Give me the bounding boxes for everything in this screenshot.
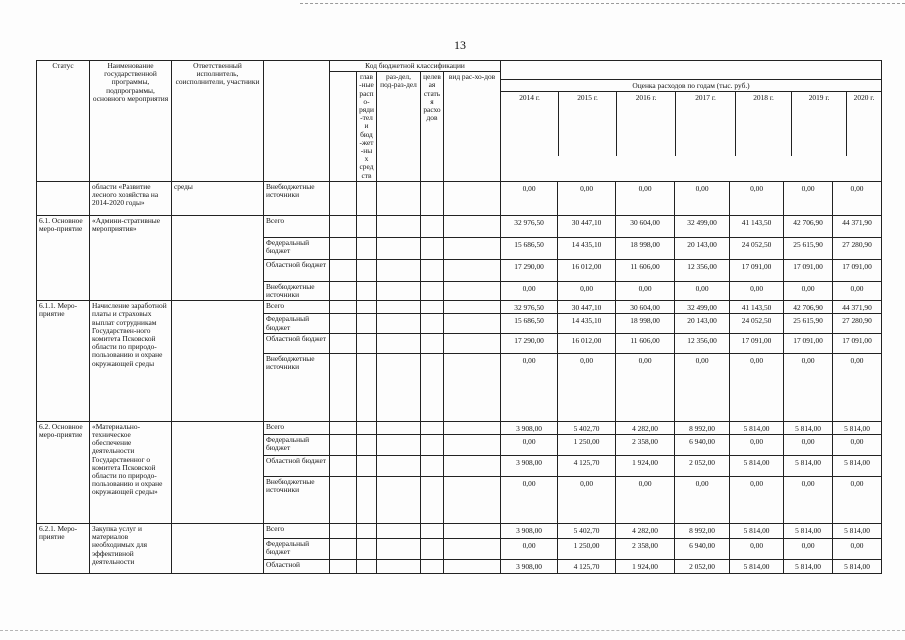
row-code-cell [377, 301, 421, 314]
row-value-2014: 3 908,00 [501, 524, 558, 539]
header-year-2020: 2020 г. [853, 93, 875, 103]
table-row [37, 524, 882, 539]
header-year-2014: 2014 г. [501, 92, 559, 156]
row-value-2016: 11 606,00 [616, 259, 675, 281]
row-source: Внебюджетные источники [264, 181, 330, 215]
row-value-2017: 0,00 [675, 281, 730, 300]
row-value-2016: 4 282,00 [616, 421, 675, 434]
row-value-2017: 20 143,00 [675, 314, 730, 333]
header-year-2016: 2016 г. [617, 92, 676, 156]
row-value-2014: 0,00 [501, 539, 558, 560]
row-value-2014: 3 908,00 [501, 456, 558, 477]
row-value-2018: 17 091,00 [730, 333, 784, 353]
row-code-cell [357, 421, 377, 434]
row-source: Областной бюджет [264, 333, 330, 353]
row-value-2018: 41 143,50 [730, 301, 784, 314]
row-value-2018: 5 814,00 [730, 524, 784, 539]
row-value-2020: 0,00 [833, 353, 882, 421]
header-status: Статус [37, 61, 90, 182]
row-code-cell [330, 281, 357, 300]
row-value-2015: 16 012,00 [558, 333, 616, 353]
row-code-cell [330, 181, 357, 215]
row-value-2019: 0,00 [784, 539, 833, 560]
row-code-cell [377, 215, 421, 237]
row-code-cell [444, 314, 501, 333]
row-name: «Админи-стративные мероприятия» [90, 215, 172, 300]
row-value-2020: 27 280,90 [833, 314, 882, 333]
row-code-cell [330, 259, 357, 281]
row-code-cell [357, 314, 377, 333]
row-code-cell [444, 333, 501, 353]
row-value-2015: 14 435,10 [558, 237, 616, 259]
row-code-cell [357, 301, 377, 314]
row-source: Областной бюджет [264, 259, 330, 281]
row-code-cell [377, 477, 421, 524]
row-code-cell [377, 333, 421, 353]
row-value-2020: 17 091,00 [833, 259, 882, 281]
row-value-2019: 17 091,00 [784, 259, 833, 281]
row-code-cell [421, 314, 444, 333]
row-code-cell [444, 477, 501, 524]
row-code-cell [357, 456, 377, 477]
row-value-2020: 5 814,00 [833, 421, 882, 434]
header-code-gap [330, 72, 357, 182]
row-value-2018: 5 814,00 [730, 560, 784, 574]
row-value-2015: 4 125,70 [558, 560, 616, 574]
row-value-2020: 17 091,00 [833, 333, 882, 353]
row-value-2017: 0,00 [675, 181, 730, 215]
row-executor [172, 524, 264, 574]
row-value-2015: 0,00 [558, 181, 616, 215]
row-code-cell [444, 181, 501, 215]
row-value-2018: 0,00 [730, 539, 784, 560]
row-value-2018: 0,00 [730, 181, 784, 215]
row-value-2020: 27 280,90 [833, 237, 882, 259]
row-code-cell [330, 524, 357, 539]
row-code-cell [421, 181, 444, 215]
row-value-2018: 24 052,50 [730, 237, 784, 259]
row-value-2020: 0,00 [833, 539, 882, 560]
row-value-2016: 0,00 [616, 477, 675, 524]
row-source: Внебюджетные источники [264, 281, 330, 300]
row-value-2016: 4 282,00 [616, 524, 675, 539]
row-code-cell [421, 560, 444, 574]
row-value-2020: 44 371,90 [833, 301, 882, 314]
row-value-2014: 17 290,00 [501, 259, 558, 281]
row-executor: среды [172, 181, 264, 215]
row-status [37, 181, 90, 215]
row-value-2016: 18 998,00 [616, 237, 675, 259]
header-row-1 [37, 61, 882, 72]
header-year-2018: 2018 г. [736, 92, 792, 156]
row-value-2014: 3 908,00 [501, 421, 558, 434]
row-value-2019: 25 615,90 [784, 314, 833, 333]
row-value-2018: 0,00 [730, 435, 784, 456]
row-value-2014: 0,00 [501, 281, 558, 300]
row-executor [172, 301, 264, 422]
row-code-cell [377, 314, 421, 333]
row-value-2014: 0,00 [501, 435, 558, 456]
row-code-cell [421, 539, 444, 560]
budget-table [36, 60, 882, 574]
row-code-cell [357, 524, 377, 539]
row-code-cell [377, 259, 421, 281]
row-source: Федеральный бюджет [264, 539, 330, 560]
row-code-cell [377, 353, 421, 421]
row-code-cell [330, 477, 357, 524]
row-value-2017: 12 356,00 [675, 259, 730, 281]
header-code-csr: целевая статья расходов [421, 72, 444, 182]
row-value-2016: 0,00 [616, 181, 675, 215]
row-value-2014: 32 976,50 [501, 301, 558, 314]
row-code-cell [444, 215, 501, 237]
row-value-2015: 0,00 [558, 477, 616, 524]
row-source: Всего [264, 421, 330, 434]
row-code-cell [377, 456, 421, 477]
row-value-2017: 32 499,00 [675, 301, 730, 314]
header-year-2019: 2019 г. [792, 92, 847, 156]
row-code-cell [421, 259, 444, 281]
row-code-cell [421, 456, 444, 477]
row-code-cell [357, 237, 377, 259]
row-name: Закупка услуг и материалов необходимых для эффективной деятельности [90, 524, 172, 574]
row-value-2014: 0,00 [501, 477, 558, 524]
row-code-cell [444, 539, 501, 560]
row-status: 6.1. Основное меро-приятие [37, 215, 90, 300]
row-code-cell [377, 560, 421, 574]
row-code-cell [377, 281, 421, 300]
row-code-cell [330, 539, 357, 560]
row-value-2015: 5 402,70 [558, 524, 616, 539]
row-code-cell [357, 539, 377, 560]
row-value-2017: 8 992,00 [675, 421, 730, 434]
row-value-2017: 12 356,00 [675, 333, 730, 353]
row-status: 6.1.1. Меро-приятие [37, 301, 90, 422]
row-code-cell [444, 259, 501, 281]
row-value-2016: 1 924,00 [616, 456, 675, 477]
row-value-2015: 30 447,10 [558, 215, 616, 237]
row-value-2014: 17 290,00 [501, 333, 558, 353]
row-value-2017: 0,00 [675, 353, 730, 421]
row-source: Федеральный бюджет [264, 237, 330, 259]
header-code-group: Код бюджетной классификации [330, 61, 501, 72]
row-code-cell [421, 353, 444, 421]
header-code-razdel: раз-дел, под-раз-дел [377, 72, 421, 182]
row-name: Начисление заработной платы и страховых выплат сотрудникам Государствен-ного комитета Псковской области по природо-пользованию и охране окружающей среды [90, 301, 172, 422]
row-value-2016: 0,00 [616, 281, 675, 300]
row-value-2020: 0,00 [833, 281, 882, 300]
row-code-cell [421, 215, 444, 237]
table-row [37, 215, 882, 237]
row-code-cell [330, 435, 357, 456]
row-code-cell [330, 560, 357, 574]
row-code-cell [357, 333, 377, 353]
row-value-2020: 0,00 [833, 181, 882, 215]
row-value-2018: 0,00 [730, 281, 784, 300]
budget-body [37, 181, 882, 573]
row-code-cell [357, 215, 377, 237]
row-code-cell [421, 301, 444, 314]
row-code-cell [444, 353, 501, 421]
row-code-cell [330, 301, 357, 314]
row-value-2016: 30 604,00 [616, 215, 675, 237]
row-status: 6.2. Основное меро-приятие [37, 421, 90, 523]
header-executor: Ответственный исполнитель, соисполнители, участники [172, 61, 264, 182]
row-value-2019: 0,00 [784, 435, 833, 456]
row-code-cell [330, 421, 357, 434]
row-value-2019: 0,00 [784, 181, 833, 215]
row-value-2019: 5 814,00 [784, 560, 833, 574]
row-value-2016: 1 924,00 [616, 560, 675, 574]
row-source: Внебюджетные источники [264, 353, 330, 421]
row-value-2019: 25 615,90 [784, 237, 833, 259]
row-name: «Материально-техническое обеспечение деятельности Государственног о комитета Псковской области по природо-пользованию и охране окружающей среды» [90, 421, 172, 523]
row-code-cell [444, 435, 501, 456]
row-value-2015: 0,00 [558, 353, 616, 421]
header-spacer [501, 61, 882, 80]
row-value-2018: 0,00 [730, 353, 784, 421]
row-source: Федеральный бюджет [264, 314, 330, 333]
row-code-cell [357, 435, 377, 456]
row-source: Внебюджетные источники [264, 477, 330, 524]
row-value-2019: 5 814,00 [784, 524, 833, 539]
row-value-2020: 5 814,00 [833, 560, 882, 574]
row-value-2019: 0,00 [784, 353, 833, 421]
table-row [37, 301, 882, 314]
row-value-2016: 30 604,00 [616, 301, 675, 314]
header-year-2015: 2015 г. [559, 92, 617, 156]
row-code-cell [330, 314, 357, 333]
row-code-cell [357, 560, 377, 574]
row-status: 6.2.1. Меро-приятие [37, 524, 90, 574]
row-value-2020: 5 814,00 [833, 456, 882, 477]
row-value-2018: 24 052,50 [730, 314, 784, 333]
row-value-2017: 32 499,00 [675, 215, 730, 237]
table-row [37, 421, 882, 434]
row-value-2014: 0,00 [501, 181, 558, 215]
row-code-cell [421, 524, 444, 539]
row-code-cell [377, 539, 421, 560]
row-value-2020: 0,00 [833, 477, 882, 524]
row-code-cell [421, 237, 444, 259]
row-value-2017: 20 143,00 [675, 237, 730, 259]
row-code-cell [357, 281, 377, 300]
header-code-grbs: глав-ные распо-ряди-тели бюд-жет-ных средств [357, 72, 377, 182]
row-value-2014: 15 686,50 [501, 237, 558, 259]
row-value-2019: 42 706,90 [784, 301, 833, 314]
row-code-cell [330, 456, 357, 477]
row-value-2016: 0,00 [616, 353, 675, 421]
row-code-cell [377, 181, 421, 215]
row-code-cell [357, 181, 377, 215]
row-code-cell [444, 237, 501, 259]
scan-edge-bottom [0, 630, 905, 631]
header-year-2017: 2017 г. [676, 92, 736, 156]
row-code-cell [421, 435, 444, 456]
row-source: Всего [264, 301, 330, 314]
row-value-2019: 0,00 [784, 477, 833, 524]
row-code-cell [444, 524, 501, 539]
row-value-2014: 32 976,50 [501, 215, 558, 237]
row-value-2017: 8 992,00 [675, 524, 730, 539]
header-estimate [501, 80, 882, 182]
header-source [264, 61, 330, 182]
row-code-cell [444, 560, 501, 574]
row-value-2014: 3 908,00 [501, 560, 558, 574]
row-value-2018: 0,00 [730, 477, 784, 524]
row-value-2017: 6 940,00 [675, 435, 730, 456]
row-source: Всего [264, 524, 330, 539]
row-code-cell [444, 456, 501, 477]
row-value-2019: 0,00 [784, 281, 833, 300]
row-executor [172, 215, 264, 300]
row-value-2019: 42 706,90 [784, 215, 833, 237]
header-years [501, 91, 881, 156]
row-code-cell [357, 353, 377, 421]
row-source: Всего [264, 215, 330, 237]
row-value-2015: 30 447,10 [558, 301, 616, 314]
row-source: Областной бюджет [264, 456, 330, 477]
row-value-2015: 1 250,00 [558, 539, 616, 560]
row-code-cell [377, 421, 421, 434]
row-value-2020: 5 814,00 [833, 524, 882, 539]
table-row [37, 181, 882, 215]
row-value-2019: 5 814,00 [784, 421, 833, 434]
row-code-cell [421, 281, 444, 300]
row-code-cell [421, 421, 444, 434]
row-source: Федеральный бюджет [264, 435, 330, 456]
row-code-cell [444, 281, 501, 300]
row-value-2015: 5 402,70 [558, 421, 616, 434]
row-value-2017: 2 052,00 [675, 456, 730, 477]
row-value-2017: 6 940,00 [675, 539, 730, 560]
row-code-cell [444, 301, 501, 314]
row-code-cell [357, 259, 377, 281]
row-value-2016: 18 998,00 [616, 314, 675, 333]
row-code-cell [330, 333, 357, 353]
header-code-vr: вид рас-хо-дов [444, 72, 501, 182]
row-code-cell [444, 421, 501, 434]
page-number: 13 [454, 38, 466, 52]
row-code-cell [357, 477, 377, 524]
row-value-2016: 2 358,00 [616, 435, 675, 456]
row-name: области «Развитие лесного хозяйства на 2014-2020 годы» [90, 181, 172, 215]
row-value-2016: 2 358,00 [616, 539, 675, 560]
row-value-2014: 15 686,50 [501, 314, 558, 333]
row-code-cell [330, 237, 357, 259]
row-value-2018: 5 814,00 [730, 421, 784, 434]
row-value-2015: 1 250,00 [558, 435, 616, 456]
header-estimate-title: Оценка расходов по годам (тыс. руб.) [632, 81, 750, 91]
row-executor [172, 421, 264, 523]
row-value-2018: 41 143,50 [730, 215, 784, 237]
row-value-2019: 5 814,00 [784, 456, 833, 477]
row-value-2017: 2 052,00 [675, 560, 730, 574]
row-value-2020: 0,00 [833, 435, 882, 456]
row-value-2018: 5 814,00 [730, 456, 784, 477]
row-code-cell [330, 353, 357, 421]
row-code-cell [377, 524, 421, 539]
scan-edge-top [300, 3, 905, 4]
row-value-2015: 4 125,70 [558, 456, 616, 477]
row-value-2014: 0,00 [501, 353, 558, 421]
row-code-cell [421, 333, 444, 353]
row-value-2015: 14 435,10 [558, 314, 616, 333]
row-value-2015: 16 012,00 [558, 259, 616, 281]
header-name: Наименование государственной программы, подпрограммы, основного мероприятия [90, 61, 172, 182]
row-value-2015: 0,00 [558, 281, 616, 300]
row-code-cell [421, 477, 444, 524]
row-code-cell [377, 435, 421, 456]
row-value-2018: 17 091,00 [730, 259, 784, 281]
row-code-cell [377, 237, 421, 259]
row-source: Областной [264, 560, 330, 574]
row-value-2020: 44 371,90 [833, 215, 882, 237]
row-value-2016: 11 606,00 [616, 333, 675, 353]
row-value-2019: 17 091,00 [784, 333, 833, 353]
row-value-2017: 0,00 [675, 477, 730, 524]
row-code-cell [330, 215, 357, 237]
